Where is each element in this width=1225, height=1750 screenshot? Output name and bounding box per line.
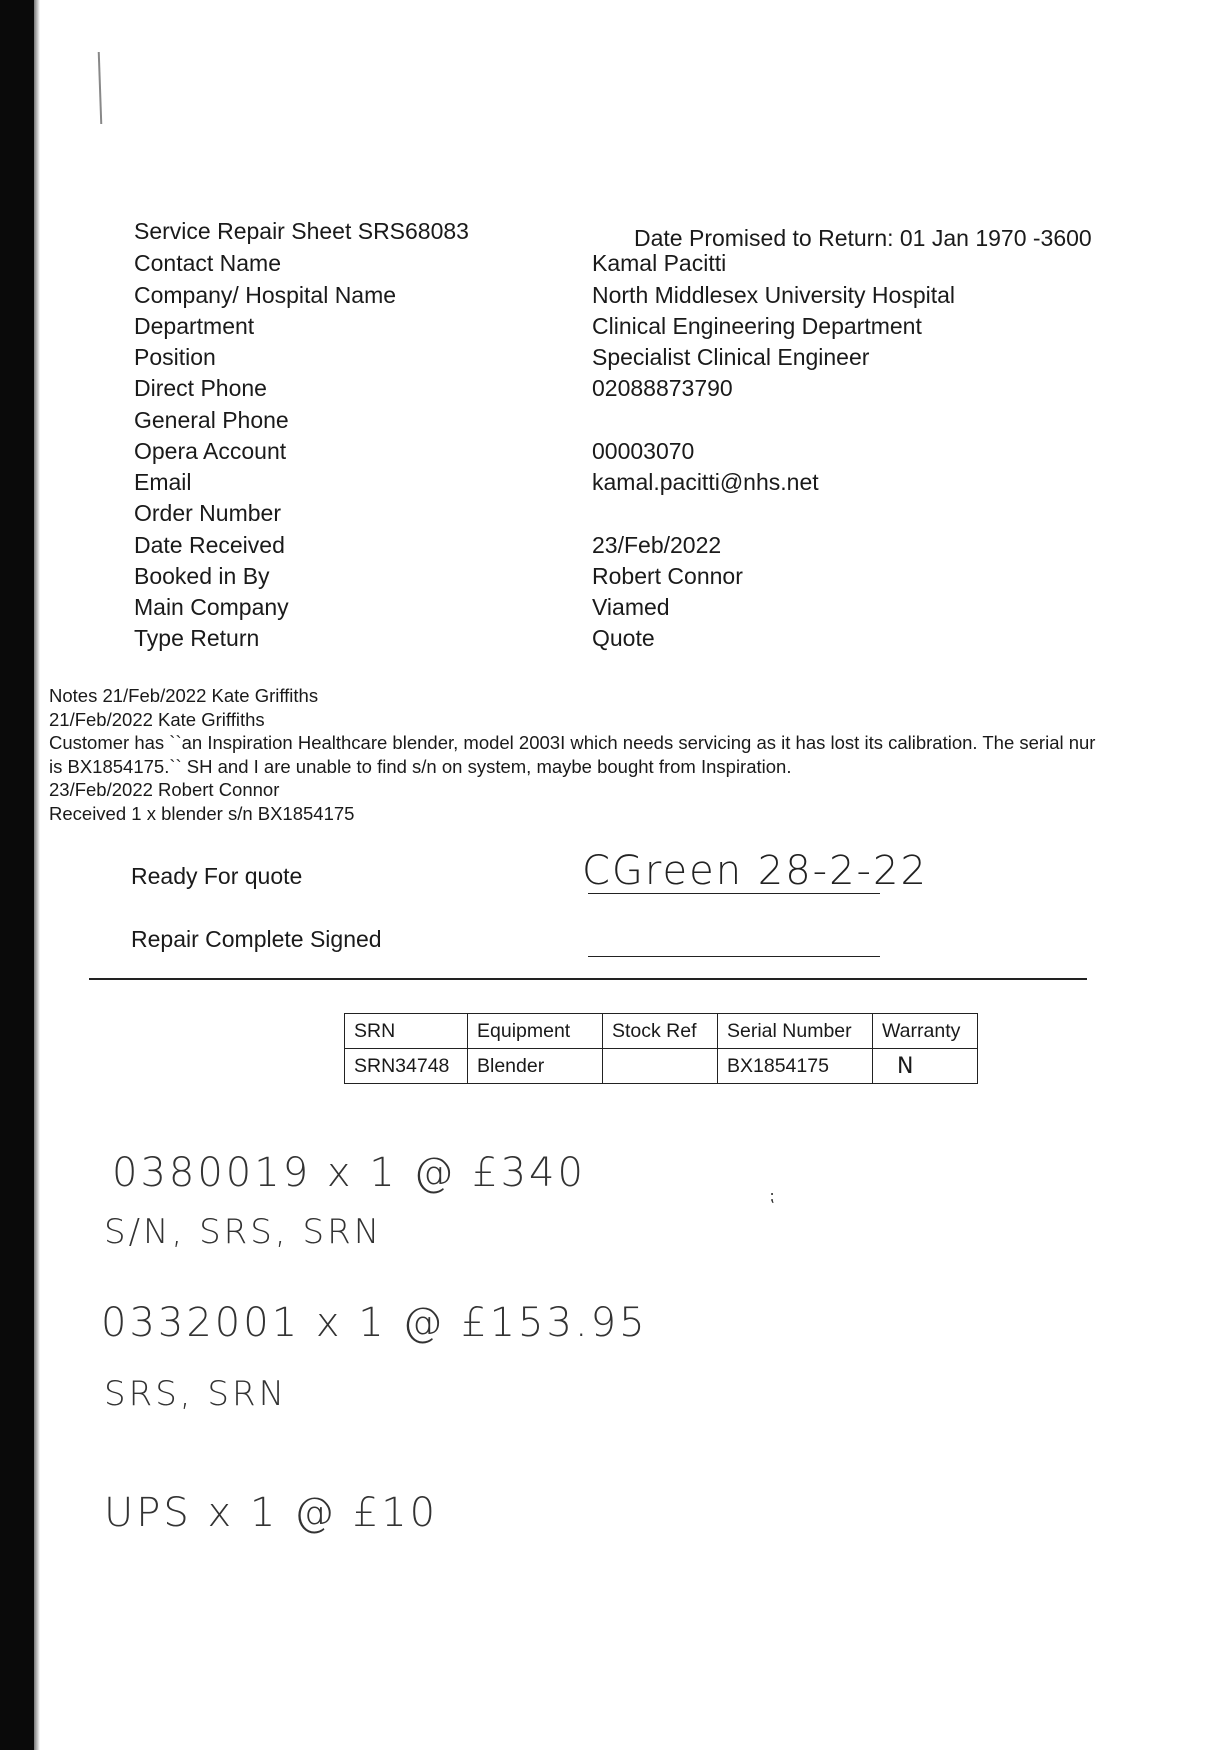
field-date-received xyxy=(0,530,1225,560)
field-value: Specialist Clinical Engineer xyxy=(592,344,870,370)
table-header-equipment: Equipment xyxy=(468,1014,603,1049)
field-opera-account xyxy=(0,436,1225,466)
field-booked-in-by xyxy=(0,561,1225,591)
handwritten-part-2-refs: SRS, SRN xyxy=(104,1374,288,1414)
field-value: 00003070 xyxy=(592,438,695,464)
handwritten-part-3: UPS x 1 @ £10 xyxy=(104,1490,439,1536)
section-divider xyxy=(89,978,1087,980)
ready-signature: CGreen 28-2-22 xyxy=(582,848,928,894)
field-value: Robert Connor xyxy=(592,563,743,589)
notes-line: Customer has ``an Inspiration Healthcare blender, model 2003I which needs servicing as it has lost its calibration. The serial nur xyxy=(49,732,1096,753)
ready-signature-line xyxy=(588,893,880,894)
field-value: Quote xyxy=(592,625,655,651)
notes-line: 23/Feb/2022 Robert Connor xyxy=(49,779,280,800)
field-label: Booked in By xyxy=(134,563,270,589)
table-cell-stock-ref xyxy=(603,1049,718,1084)
repair-complete-label: Repair Complete Signed xyxy=(131,926,382,952)
field-label: Email xyxy=(134,469,192,495)
table-header-row xyxy=(345,1014,978,1049)
field-label: Department xyxy=(134,313,255,339)
field-main-company xyxy=(0,592,1225,622)
handwritten-part-1-refs: S/N, SRS, SRN xyxy=(104,1212,383,1252)
table-header-warranty: Warranty xyxy=(873,1014,978,1049)
notes-line: 21/Feb/2022 Kate Griffiths xyxy=(49,708,265,730)
table-header-serial-number: Serial Number xyxy=(718,1014,873,1049)
notes-line: Notes 21/Feb/2022 Kate Griffiths xyxy=(49,685,319,706)
table-row xyxy=(345,1049,978,1084)
notes-line: Received 1 x blender s/n BX1854175 xyxy=(49,802,355,824)
table-cell-warranty: N xyxy=(873,1049,978,1084)
field-label: Date Received xyxy=(134,532,285,558)
field-value: Viamed xyxy=(592,594,670,620)
table-header-srn: SRN xyxy=(345,1014,468,1049)
field-label: Order Number xyxy=(134,500,281,526)
field-label: Type Return xyxy=(134,625,260,651)
notes-block xyxy=(49,684,1225,825)
pen-mark xyxy=(98,52,103,124)
date-promised: Date Promised to Return: 01 Jan 1970 -3600 xyxy=(634,225,1092,251)
table-header-stock-ref: Stock Ref xyxy=(603,1014,718,1049)
sheet-title: Service Repair Sheet SRS68083 xyxy=(134,218,469,244)
handwritten-part-2: 0332001 x 1 @ £153.95 xyxy=(101,1300,648,1346)
field-value: 23/Feb/2022 xyxy=(592,532,722,558)
table-cell-srn: SRN34748 xyxy=(345,1049,468,1084)
field-label: Main Company xyxy=(134,594,289,620)
field-direct-phone xyxy=(0,373,1225,403)
field-email xyxy=(0,467,1225,497)
field-type-return xyxy=(0,623,1225,653)
field-department xyxy=(0,311,1225,341)
field-contact-name xyxy=(0,248,1225,278)
scan-speck: ⁏ xyxy=(769,1188,775,1205)
field-value: Kamal Pacitti xyxy=(592,250,727,276)
field-company xyxy=(0,280,1225,310)
field-value: kamal.pacitti@nhs.net xyxy=(592,469,819,495)
table-cell-serial-number: BX1854175 xyxy=(718,1049,873,1084)
notes-line: is BX1854175.`` SH and I are unable to find s/n on system, maybe bought from Inspiration. xyxy=(49,755,792,777)
field-value: 02088873790 xyxy=(592,375,733,401)
equipment-table xyxy=(344,1013,978,1084)
field-label: General Phone xyxy=(134,407,289,433)
field-value: North Middlesex University Hospital xyxy=(592,282,956,308)
field-position xyxy=(0,342,1225,372)
repair-signature-line xyxy=(588,956,880,957)
ready-for-quote-label: Ready For quote xyxy=(131,863,303,889)
field-label: Opera Account xyxy=(134,438,287,464)
field-label: Direct Phone xyxy=(134,375,267,401)
table-cell-equipment: Blender xyxy=(468,1049,603,1084)
field-order-number xyxy=(0,498,1225,528)
field-general-phone xyxy=(0,405,1225,435)
field-label: Company/ Hospital Name xyxy=(134,282,397,308)
field-label: Position xyxy=(134,344,216,370)
field-value: Clinical Engineering Department xyxy=(592,313,922,339)
handwritten-part-1: 0380019 x 1 @ £340 xyxy=(112,1150,586,1196)
field-label: Contact Name xyxy=(134,250,282,276)
